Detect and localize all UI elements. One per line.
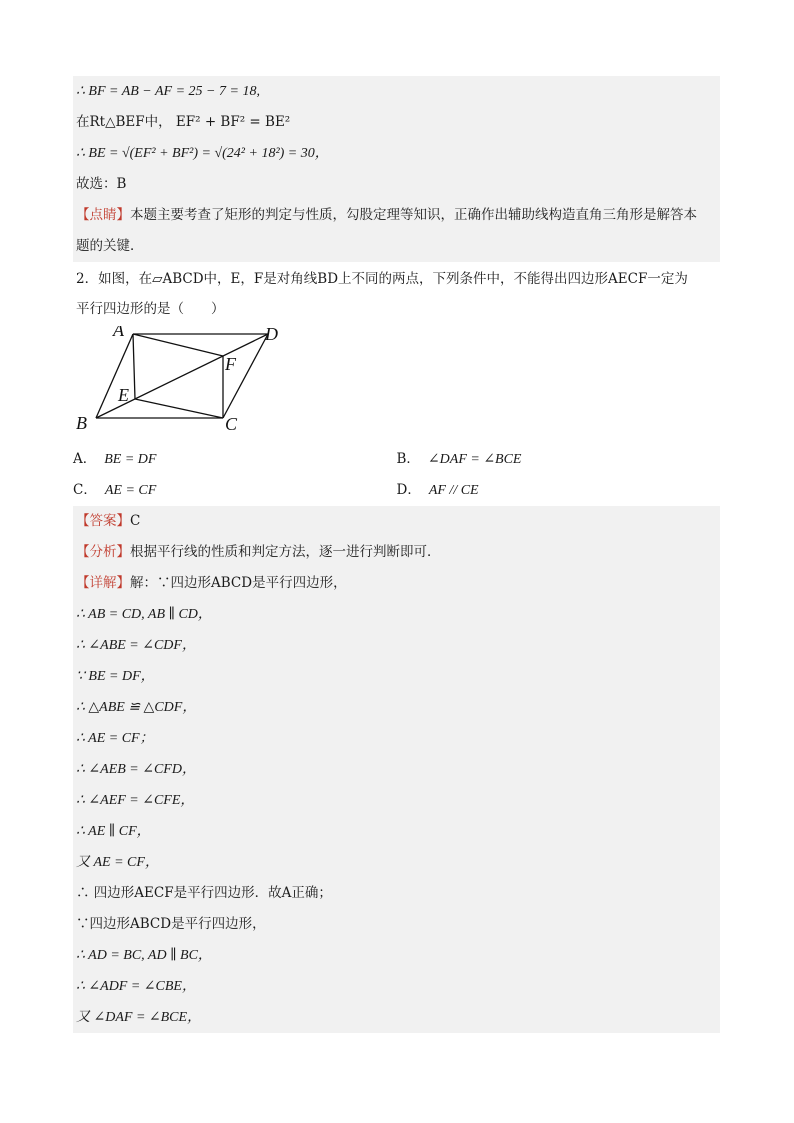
question-stem-continued <box>73 294 720 324</box>
option-content: ∠DAF = ∠BCE <box>427 452 522 467</box>
label-d: D <box>265 326 278 344</box>
analysis-text: 根据平行线的性质和判定方法，逐一进行判断即可． <box>130 544 441 560</box>
option-content: AE = CF <box>104 483 157 498</box>
detail-step <box>73 723 720 754</box>
option-letter: B． <box>396 451 420 467</box>
detail-step <box>73 971 720 1002</box>
solution-line <box>73 107 720 138</box>
math-expression: ∴ AE ∥ CF， <box>76 824 151 839</box>
parallelogram-figure <box>73 326 720 444</box>
math-expression: ∴ ∠ABE = ∠CDF， <box>76 638 196 653</box>
math-expression: ∵ BE = DF， <box>76 669 155 684</box>
label-a: A <box>113 326 124 340</box>
label-c: C <box>225 414 238 434</box>
choice-statement: 故选：B <box>76 176 127 192</box>
option-b <box>397 444 721 475</box>
label-e: E <box>118 385 129 405</box>
comment-label: 【点睛】 <box>76 207 130 223</box>
label-f: F <box>225 354 236 374</box>
detail-step <box>73 909 720 940</box>
answer-label: 【答案】 <box>76 513 130 529</box>
option-letter: C． <box>73 482 97 498</box>
option-d <box>397 475 721 506</box>
detail-step <box>73 940 720 971</box>
option-letter: A． <box>73 451 97 467</box>
detail-step <box>73 692 720 723</box>
detail-step <box>73 1002 720 1033</box>
solution-line <box>73 76 720 107</box>
question-text: 如图，在▱ABCD中，E，F是对角线BD上不同的两点，下列条件中，不能得出四边形AECF一定为 <box>98 271 688 287</box>
math-expression: ∴ BF = AB − AF = 25 − 7 = 18, <box>76 84 260 99</box>
math-expression: 又 ∠DAF = ∠BCE， <box>76 1010 202 1025</box>
question-text: 平行四边形的是（ ） <box>76 301 225 317</box>
math-expression: ∴ ∠AEF = ∠CFE， <box>76 793 195 808</box>
answer-line <box>73 506 720 537</box>
math-expression: ∴ AD = BC, AD ∥ BC， <box>76 948 212 963</box>
math-expression: ∴ BE = √(EF² + BF²) = √(24² + 18²) = 30， <box>76 146 329 161</box>
analysis-label: 【分析】 <box>76 544 130 560</box>
solution-line <box>73 169 720 200</box>
comment-line <box>73 200 720 231</box>
answer-options <box>73 444 720 506</box>
detail-step <box>73 878 720 909</box>
answer-value: C <box>130 513 141 529</box>
detail-step <box>73 599 720 630</box>
math-expression: ∴ △ABE ≌ △CDF， <box>76 700 197 715</box>
segment-ec <box>135 399 223 418</box>
comment-line <box>73 231 720 262</box>
solution-line <box>73 138 720 169</box>
math-expression: ∴ 四边形AECF是平行四边形．故A正确； <box>76 885 332 901</box>
label-b: B <box>76 413 87 433</box>
comment-text: 题的关键． <box>76 238 144 254</box>
analysis-line <box>73 537 720 568</box>
comment-text: 本题主要考查了矩形的判定与性质，勾股定理等知识，正确作出辅助线构造直角三角形是解答本 <box>130 207 697 223</box>
math-expression: ∴ AE = CF； <box>76 731 154 746</box>
detail-first: 解：∵四边形ABCD是平行四边形， <box>130 575 347 591</box>
parallelogram-diagram <box>73 326 313 444</box>
question-stem <box>73 264 720 294</box>
detail-label: 【详解】 <box>76 575 130 591</box>
edge-ab <box>96 334 133 418</box>
math-expression: ∴ AB = CD, AB ∥ CD， <box>76 607 212 622</box>
option-letter: D． <box>396 482 421 498</box>
detail-step <box>73 816 720 847</box>
detail-step <box>73 847 720 878</box>
edge-dc <box>223 334 268 418</box>
option-c <box>73 475 397 506</box>
math-expression: 又 AE = CF， <box>76 855 159 870</box>
document-page <box>73 76 720 1033</box>
detail-step <box>73 785 720 816</box>
math-expression: ∴ ∠ADF = ∠CBE， <box>76 979 196 994</box>
segment-ae <box>133 334 135 399</box>
detail-step <box>73 630 720 661</box>
math-expression: 在Rt△BEF中， EF² + BF² = BE² <box>76 114 291 130</box>
segment-af <box>133 334 223 356</box>
question-number: 2． <box>76 271 99 287</box>
option-a <box>73 444 397 475</box>
option-content: AF // CE <box>428 483 479 498</box>
detail-step <box>73 661 720 692</box>
option-content: BE = DF <box>104 452 157 467</box>
detail-step <box>73 754 720 785</box>
detail-line <box>73 568 720 599</box>
math-expression: ∴ ∠AEB = ∠CFD， <box>76 762 196 777</box>
math-expression: ∵四边形ABCD是平行四边形， <box>76 916 266 932</box>
